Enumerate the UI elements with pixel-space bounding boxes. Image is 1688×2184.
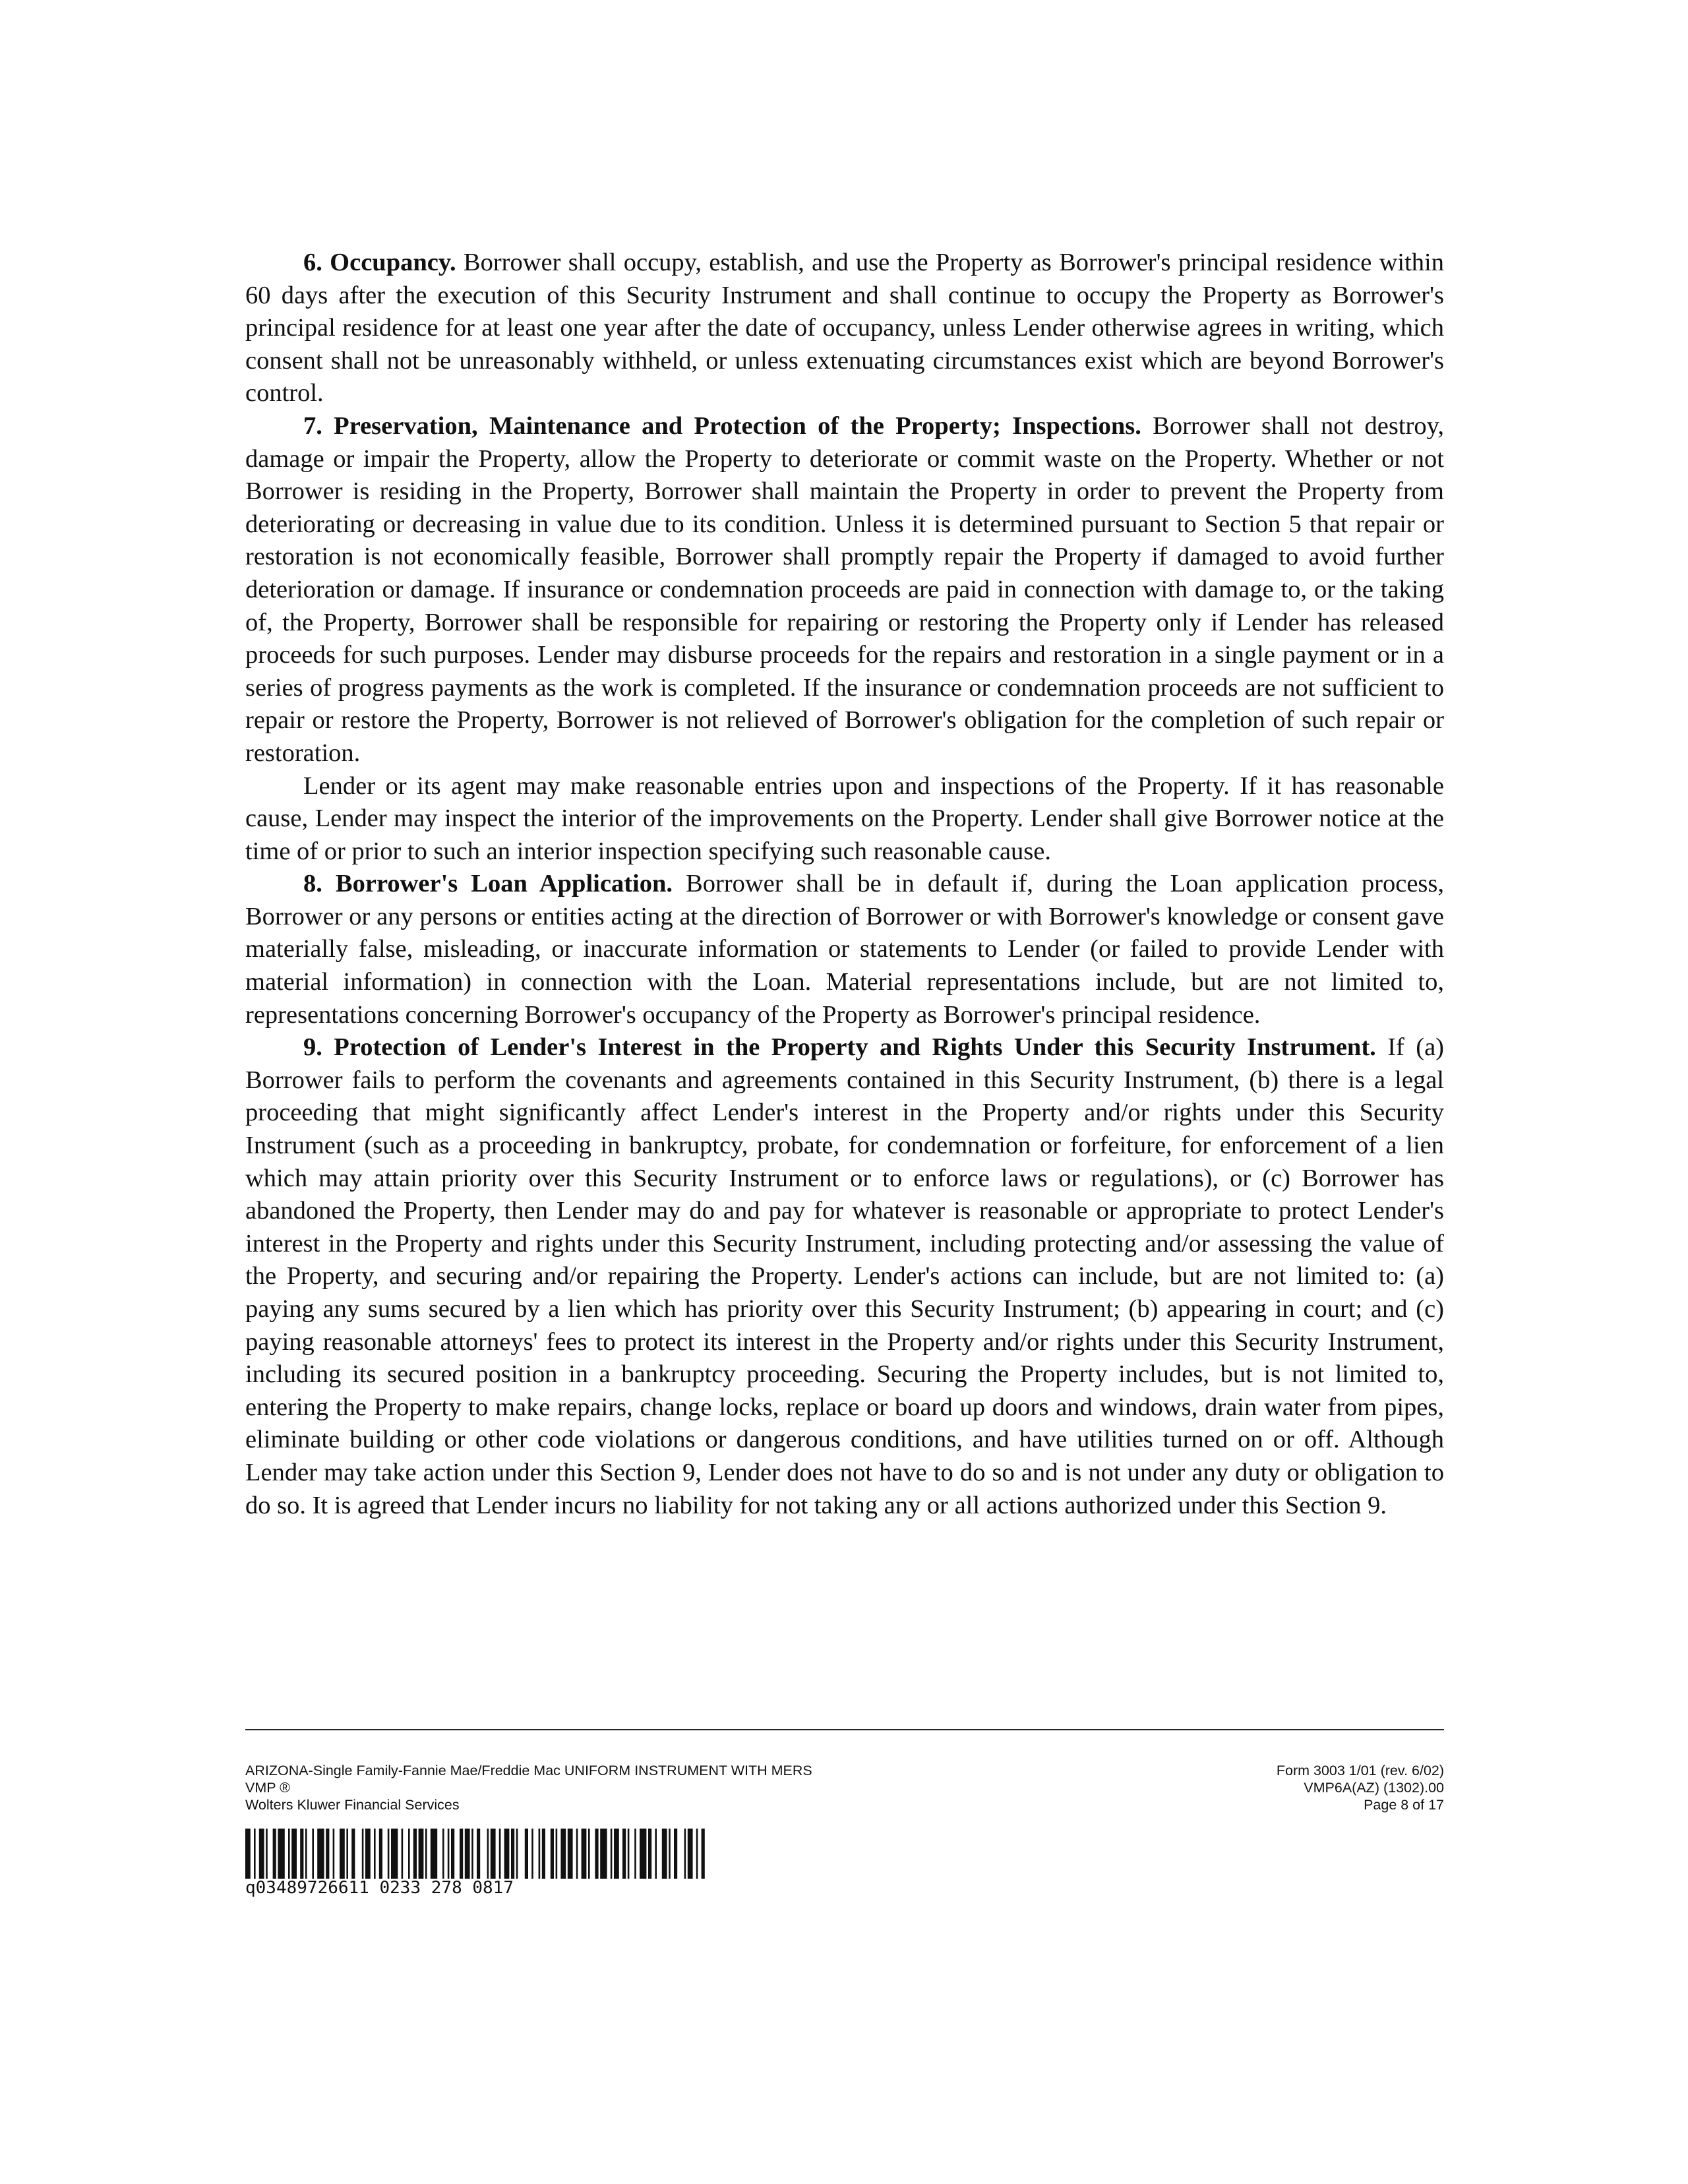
barcode-bar [448,1829,450,1879]
barcode-bar [365,1829,371,1879]
barcode-bar [477,1829,480,1879]
barcode-bar [245,1829,251,1879]
barcode-bar [273,1829,276,1879]
section-9-paragraph [245,1031,1444,1522]
section-6-heading: 6. Occupancy. [303,249,456,276]
footer-vmp-code: VMP6A(AZ) (1302).00 [1304,1780,1444,1796]
section-8-text: Borrower shall be in default if, during the Loan application process, Borrower or any persons or entities acting at the direction of Borrower or with Borrower's knowledge or consent gave materially false, misleading, or inaccurate information or statements to Lender (or failed to provide Lender with material information) in connection with the Loan. Material representations include, but are not limited to, representations concerning Borrower's occupancy of the Property as Borrower's principal residence. [245,870,1444,1029]
barcode-bar [388,1829,390,1879]
barcode-bar [391,1829,398,1879]
barcode-bar [684,1829,686,1879]
barcode-bar [266,1829,268,1879]
footer-page-number: Page 8 of 17 [1364,1797,1444,1813]
barcode-bar [442,1829,444,1879]
section-6-paragraph [245,247,1444,410]
footer-publisher: Wolters Kluwer Financial Services [245,1797,460,1813]
barcode-bar [346,1829,348,1879]
barcode-bar [531,1829,533,1879]
barcode-bar [471,1829,473,1879]
barcode-bar [340,1829,345,1879]
barcode-bar [333,1829,335,1879]
barcode-bar [688,1829,693,1879]
barcode-bar [622,1829,626,1879]
barcode-bar [491,1829,496,1879]
barcode-bar [525,1829,528,1879]
barcode-bar [576,1829,578,1879]
barcode-bar [560,1829,566,1879]
section-9-text: If (a) Borrower fails to perform the covenants and agreements contained in this Security Instrument, (b) there is a legal proceeding that might significantly affect Lender's interest in the Property and/or rights under this Security Instrument (such as a proceeding in bankruptcy, probate, for condemnation or forfeiture, for enforcement of a lien which may attain priority over this Security Instrument or to enforce laws or regulations), or (c) Borrower has abandoned the Property, then Lender may do and pay for whatever is reasonable or appropriate to protect Lender's interest in the Property and rights under this Security Instrument, including protecting and/or assessing the value of the Property, and securing and/or repairing the Property. Lender's actions can include, but are not limited to: (a) paying any sums secured by a lien which has priority over this Security Instrument; (b) appearing in court; and (c) paying reasonable attorneys' fees to protect its interest in the Property and/or rights under this Security Instrument, including its secured position in a bankruptcy proceeding. Securing the Property includes, but is not limited to, entering the Property to make repairs, change locks, replace or board up doors and windows, drain water from pipes, eliminate building or other code violations or dangerous conditions, and have utilities turned on or off. Although Lender may take action under this Section 9, Lender does not have to do so and is not under any duty or obligation to do so. It is agreed that Lender incurs no liability for not taking any or all actions authorized under this Section 9. [245,1033,1445,1519]
barcode-bar [413,1829,417,1879]
barcode-bar [634,1829,636,1879]
barcode-bar [254,1829,256,1879]
footer-form-number: Form 3003 1/01 (rev. 6/02) [1276,1763,1444,1778]
barcode-bar [351,1829,355,1879]
barcode-bar [504,1829,510,1879]
section-7-heading: 7. Preservation, Maintenance and Protection of the Property; Inspections. [303,411,1141,440]
footer-form-ids [1114,1762,1444,1813]
barcode-bar [640,1829,646,1879]
barcode-bar [542,1829,545,1879]
barcode-bar [662,1829,667,1879]
barcode-bar [702,1829,705,1879]
footer-divider [245,1729,1444,1730]
footer-vmp-mark: VMP ® [245,1780,291,1796]
barcode-bar [648,1829,651,1879]
barcode-bar [551,1829,554,1879]
barcode-bar [588,1829,590,1879]
section-7-continuation: Lender or its agent may make reasonable entries upon and inspections of the Property. If it has reasonable cause, Lender may inspect the interior of the improvements on the Property. Lender shall give Borrower notice at the time of or prior to such an interior inspection specifying such reasonable cause. [245,772,1444,865]
barcode-bar [408,1829,410,1879]
barcode-bar [374,1829,376,1879]
barcode-bar [425,1829,427,1879]
barcode-bar [259,1829,264,1879]
section-8-heading: 8. Borrower's Loan Application. [303,870,673,898]
footer-form-info [245,1762,1037,1813]
barcode-bar [600,1829,607,1879]
barcode-bar [402,1829,404,1879]
barcode-bar [487,1829,489,1879]
barcode-bar [288,1829,290,1879]
barcode-graphic [245,1829,711,1879]
barcode-bar [291,1829,297,1879]
barcode-bar [614,1829,619,1879]
barcode-bar [556,1829,558,1879]
barcode-bar [305,1829,307,1879]
section-9-heading: 9. Protection of Lender's Interest in the Property and Rights Under this Security Instrument. [303,1033,1376,1062]
barcode-bar [511,1829,514,1879]
barcode-bar [674,1829,677,1879]
barcode-bar [278,1829,284,1879]
barcode-bar [317,1829,324,1879]
barcode-bar [568,1829,573,1879]
barcode-bar [465,1829,470,1879]
barcode-number: q03489726611 0233 278 0817 [245,1878,514,1898]
barcode-bar [611,1829,613,1879]
barcode-bar [362,1829,364,1879]
barcode-bar [669,1829,671,1879]
section-6-text: Borrower shall occupy, establish, and use the Property as Borrower's principal residence within 60 days after the execution of this Security Instrument and shall continue to occupy the Property as Borrower's principal residence for at least one year after the date of occupancy, unless Lender otherwise agrees in writing, which consent shall not be unreasonably withheld, or unless extenuating circumstances exist which are beyond Borrower's control. [245,249,1444,408]
document-body [245,247,1444,1522]
barcode-bar [312,1829,314,1879]
barcode-bar [419,1829,424,1879]
section-8-paragraph [245,868,1444,1031]
barcode-bar [516,1829,518,1879]
section-7-text: Borrower shall not destroy, damage or impair the Property, allow the Property to deteriorate or commit waste on the Property. Whether or not Borrower is residing in the Property, Borrower shall maintain the Property in order to prevent the Property from deteriorating or decreasing in value due to its condition. Unless it is determined pursuant to Section 5 that repair or restoration is not economically feasible, Borrower shall promptly repair the Property if damaged to avoid further deterioration or damage. If insurance or condemnation proceeds are paid in connection with damage to, or the taking of, the Property, Borrower shall be responsible for repairing or restoring the Property only if Lender has released proceeds for such purposes. Lender may disburse proceeds for the repairs and restoration in a single payment or in a series of progress payments as the work is completed. If the insurance or condemnation proceeds are not sufficient to repair or restore the Property, Borrower is not relieved of Borrower's obligation for the completion of such repair or restoration. [245,411,1444,767]
barcode-bar [582,1829,587,1879]
barcode-bar [655,1829,657,1879]
barcode-bar [595,1829,598,1879]
barcode-bar [499,1829,501,1879]
barcode-bar [431,1829,437,1879]
barcode-bar [628,1829,630,1879]
barcode-bar [539,1829,541,1879]
barcode-bar [379,1829,382,1879]
barcode-bar [460,1829,463,1879]
footer-form-title: ARIZONA-Single Family-Fannie Mae/Freddie Mac UNIFORM INSTRUMENT WITH MERS [245,1763,812,1778]
barcode-bar [300,1829,303,1879]
section-7-paragraph [245,410,1444,770]
barcode-bar [696,1829,698,1879]
barcode-bar [326,1829,329,1879]
barcode-bar [451,1829,454,1879]
